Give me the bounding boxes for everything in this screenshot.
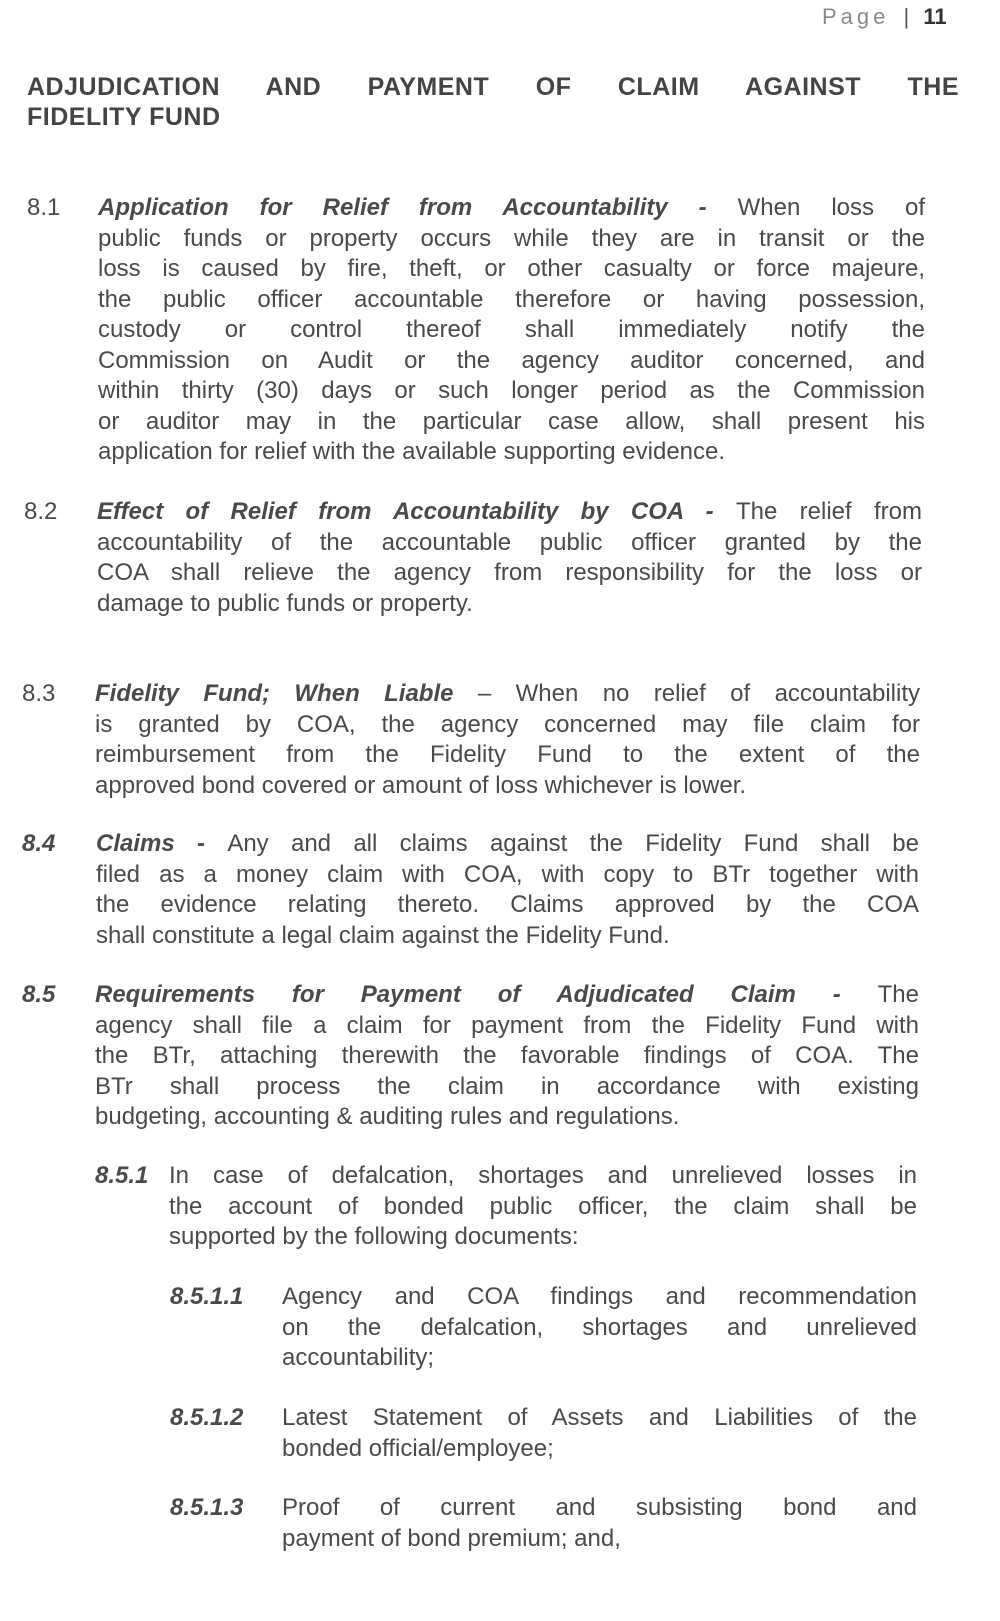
section-line: within thirty (30) days or such longer period as the Commission: [98, 377, 925, 404]
page-label: Page: [822, 4, 890, 29]
page-number-header: [822, 4, 947, 30]
section-line: filed as a money claim with COA, with copy to BTr together with: [96, 860, 919, 888]
item-line: accountability;: [282, 1344, 435, 1371]
page-number: 11: [923, 4, 947, 29]
section-number: 8.4: [22, 830, 56, 857]
section-8-5: [22, 980, 919, 1133]
section-8-2: [24, 497, 922, 619]
section-line: is granted by COA, the agency concerned may file claim for: [95, 710, 920, 738]
section-number: 8.1: [27, 194, 61, 221]
section-8-1: [27, 193, 925, 468]
section-title: Application for Relief from Accountability: [98, 194, 668, 221]
section-line: Fidelity Fund; When Liable – When no relief of accountability: [95, 680, 920, 707]
section-line: shall constitute a legal claim against the Fidelity Fund.: [96, 921, 670, 949]
page-title: [27, 72, 959, 132]
subsection-line: In case of defalcation, shortages and unrelieved losses in: [169, 1162, 917, 1189]
section-line: accountability of the accountable public officer granted by the: [97, 528, 922, 556]
section-line: reimbursement from the Fidelity Fund to the extent of the: [95, 741, 920, 768]
item-number: 8.5.1.2: [170, 1404, 244, 1431]
section-line: public funds or property occurs while they are in transit or the: [98, 224, 925, 252]
section-line: BTr shall process the claim in accordance with existing: [95, 1072, 919, 1100]
section-line: or auditor may in the particular case allow, shall present his: [98, 407, 925, 435]
page-separator: |: [903, 4, 910, 29]
section-number: 8.3: [22, 680, 56, 707]
item-line: on the defalcation, shortages and unrelieved: [282, 1313, 917, 1341]
subsection-8-5-1: [95, 1161, 917, 1253]
subsection-line: supported by the following documents:: [169, 1223, 579, 1250]
section-line: custody or control thereof shall immediately notify the: [98, 316, 925, 343]
subsection-line: the account of bonded public officer, the claim shall be: [169, 1192, 917, 1220]
section-line: the public officer accountable therefore or having possession,: [98, 285, 925, 313]
section-title: Effect of Relief from Accountability by COA: [97, 498, 684, 525]
section-8-4: [22, 829, 919, 951]
item-8-5-1-3: [170, 1493, 917, 1554]
section-title: Fidelity Fund; When Liable: [95, 680, 454, 707]
item-line: Latest Statement of Assets and Liabilities of the: [282, 1404, 917, 1431]
section-line: the evidence relating thereto. Claims approved by the COA: [96, 891, 919, 918]
section-separator: –: [453, 680, 516, 707]
section-line: agency shall file a claim for payment from the Fidelity Fund with: [95, 1011, 919, 1039]
section-line: budgeting, accounting & auditing rules and regulations.: [95, 1103, 680, 1130]
item-line: bonded official/employee;: [282, 1434, 554, 1462]
section-line: loss is caused by fire, theft, or other casualty or force majeure,: [98, 255, 925, 282]
item-number: 8.5.1.3: [170, 1494, 244, 1521]
section-line: damage to public funds or property.: [97, 589, 473, 617]
subsection-number: 8.5.1: [95, 1162, 149, 1189]
section-separator: -: [683, 498, 736, 525]
section-line: Requirements for Payment of Adjudicated Claim - The: [95, 981, 919, 1008]
section-line: application for relief with the available supporting evidence.: [98, 438, 726, 465]
page-title-line-2: FIDELITY FUND: [27, 103, 221, 131]
section-line: Commission on Audit or the agency auditor concerned, and: [98, 346, 925, 374]
item-line: Agency and COA findings and recommendation: [282, 1283, 917, 1310]
item-line: Proof of current and subsisting bond and: [282, 1494, 917, 1521]
section-separator: -: [667, 194, 738, 221]
section-line: COA shall relieve the agency from responsibility for the loss or: [97, 559, 922, 586]
item-8-5-1-1: [170, 1282, 917, 1374]
section-separator: -: [174, 830, 228, 857]
item-8-5-1-2: [170, 1403, 917, 1464]
section-separator: -: [795, 981, 878, 1008]
section-8-3: [22, 679, 920, 801]
section-line: Effect of Relief from Accountability by COA - The relief from: [97, 498, 922, 525]
section-number: 8.5: [22, 981, 56, 1008]
section-title: Claims: [96, 830, 175, 857]
item-line: payment of bond premium; and,: [282, 1524, 621, 1552]
section-number: 8.2: [24, 498, 58, 525]
page-title-line-1: ADJUDICATION AND PAYMENT OF CLAIM AGAINST THE: [27, 73, 959, 101]
section-line: the BTr, attaching therewith the favorable findings of COA. The: [95, 1042, 919, 1069]
section-line: Claims - Any and all claims against the Fidelity Fund shall be: [96, 830, 919, 857]
section-line: Application for Relief from Accountability - When loss of: [98, 194, 925, 221]
section-title: Requirements for Payment of Adjudicated Claim: [95, 981, 796, 1008]
item-number: 8.5.1.1: [170, 1283, 244, 1310]
section-line: approved bond covered or amount of loss whichever is lower.: [95, 771, 747, 799]
